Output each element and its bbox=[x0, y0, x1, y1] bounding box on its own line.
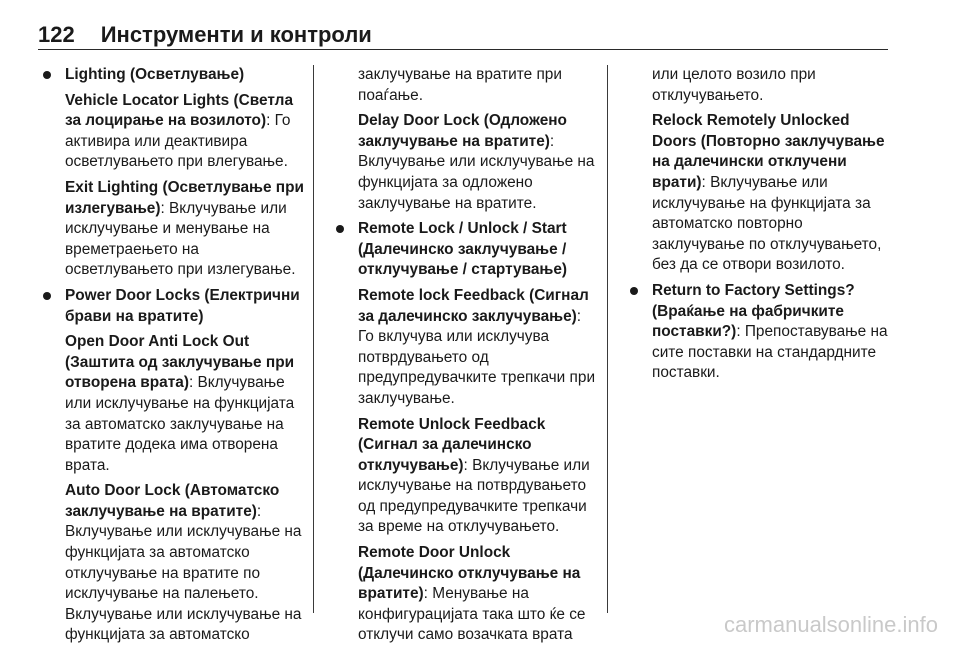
entry-term: Exit Lighting (Осветлување при излегување) bbox=[65, 178, 304, 217]
entry-term: Auto Door Lock (Автоматско заклучување на вратите) bbox=[65, 482, 280, 520]
entry-term: Open Door Anti Lock Out (Заштита од заклучување при отворена врата) bbox=[65, 333, 295, 392]
entry-exit-lighting bbox=[40, 178, 304, 281]
entry-desc: : Препоставување на сите поставки на стандардните поставки. bbox=[652, 323, 888, 382]
column-divider bbox=[607, 65, 608, 613]
entry-desc: : Менување на конфигурацијата така што ќе се отклучи само возачката врата bbox=[358, 585, 586, 644]
bullet-icon bbox=[336, 225, 344, 233]
entry-term: Delay Door Lock (Одложено заклучување на вратите) bbox=[358, 112, 567, 150]
entry-remote-door-unlock bbox=[333, 543, 597, 646]
bullet-remote-lock-unlock-start bbox=[333, 219, 597, 281]
section-heading: Remote Lock / Unlock / Start (Далечинско заклучување / отклучување / стартување) bbox=[358, 220, 568, 279]
entry-term: Remote Unlock Feedback (Сигнал за далечинско отклучување) bbox=[358, 415, 546, 474]
entry-remote-lock-feedback bbox=[333, 286, 597, 410]
entry-remote-unlock-feedback bbox=[333, 415, 597, 539]
page-number: 122 bbox=[38, 22, 75, 47]
entry-desc: : Вклучување или исклучување на функцијата за автоматско заклучување на вратите додека има отворена врата. bbox=[65, 374, 295, 474]
entry-relock-remotely-unlocked-doors bbox=[627, 111, 891, 276]
entry-desc: : Вклучување или исклучување и менување на времетраењето на осветлувањето при излегување. bbox=[65, 199, 296, 279]
running-title: Инструменти и контроли bbox=[100, 22, 372, 47]
page-header bbox=[38, 20, 888, 50]
column-divider bbox=[313, 65, 314, 613]
watermark: carmanualsonline.info bbox=[723, 612, 938, 637]
entry-desc: : Вклучување или исклучување на потврдувањето од предупредувачките трепкачи за време на отклучувањето. bbox=[358, 456, 590, 536]
bullet-return-to-factory-settings bbox=[627, 281, 891, 384]
entry-auto-door-lock bbox=[40, 481, 304, 646]
continued-text: или целото возило при отклучувањето. bbox=[652, 66, 816, 104]
entry-term: Vehicle Locator Lights (Светла за лоцирање на возилото) bbox=[65, 91, 294, 130]
section-heading: Return to Factory Settings? (Враќање на фабричките поставки?) bbox=[652, 281, 855, 341]
entry-delay-door-lock bbox=[333, 111, 597, 214]
entry-desc: : Вклучување или исклучување на функцијата за одложено заклучување на вратите. bbox=[358, 132, 595, 212]
column-3 bbox=[627, 65, 891, 389]
entry-term: Remote Door Unlock (Далечинско отклучување на вратите) bbox=[358, 544, 581, 603]
column-2 bbox=[333, 65, 597, 651]
section-heading: Lighting (Осветлување) bbox=[65, 66, 245, 83]
entry-vehicle-locator-lights bbox=[40, 91, 304, 173]
entry-term: Relock Remotely Unlocked Doors (Повторно заклучување на далечински отклучени врати) bbox=[652, 112, 885, 191]
entry-desc: : Вклучување или исклучување на функцијата за автоматско повторно заклучување по отклучувањето, без да се отвори возилото. bbox=[652, 173, 882, 274]
continued-text: заклучување на вратите при поаѓање. bbox=[358, 66, 562, 104]
entry-open-door-anti-lock-out bbox=[40, 332, 304, 476]
entry-desc: : Вклучување или исклучување на функцијата за автоматско отклучување на вратите по исклучување на палењето. Вклучување или исклучување на функцијата за автоматско bbox=[65, 502, 302, 644]
entry-desc: : Го вклучува или исклучува потврдувањето од предупредувачките трепкачи при заклучување. bbox=[358, 307, 596, 407]
column-1 bbox=[40, 65, 304, 651]
bullet-icon bbox=[43, 292, 51, 300]
bullet-icon bbox=[43, 71, 51, 79]
section-heading: Power Door Locks (Електрични брави на вратите) bbox=[65, 286, 300, 325]
entry-desc: : Го активира или деактивира осветлувањето при влегување. bbox=[65, 112, 291, 171]
bullet-icon bbox=[630, 287, 638, 295]
entry-term: Remote lock Feedback (Сигнал за далечинско заклучување) bbox=[358, 286, 589, 325]
bullet-lighting bbox=[40, 65, 304, 86]
bullet-power-door-locks bbox=[40, 286, 304, 327]
